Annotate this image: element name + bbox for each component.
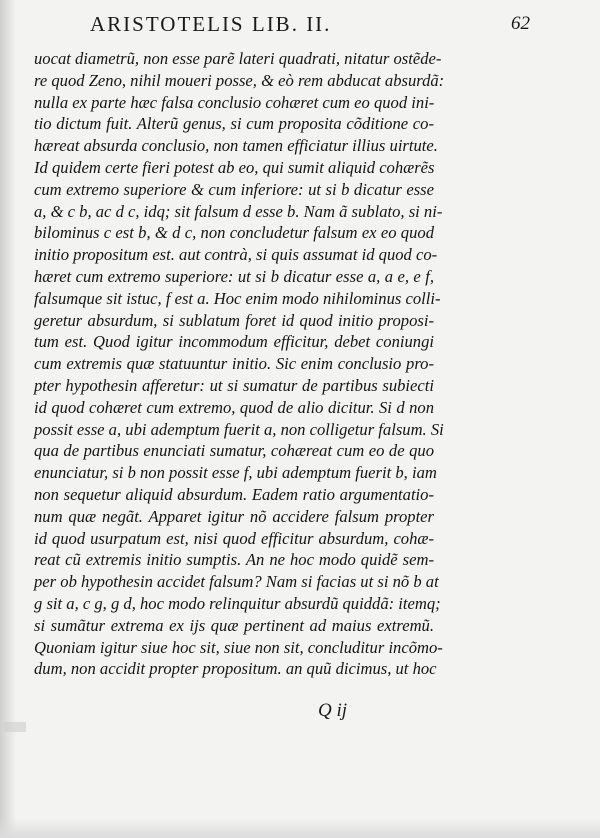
text-line: re quod Zeno, nihil moueri posse, & eò rem abducat absurdã: — [34, 70, 445, 90]
text-line: g sit a, c g, g d, hoc modo relinquitur absurdũ quiddã: itemq; — [34, 593, 441, 613]
signature-mark: Q ij — [318, 700, 348, 721]
text-line: tum est. Quod igitur incommodum efficitur, debet coniungi — [34, 332, 434, 352]
text-line: cum extremo superiore & cum inferiore: ut si b dicatur esse — [34, 179, 434, 199]
text-line: pter hypothesin afferetur: ut si sumatur de partibus subiecti — [34, 375, 434, 395]
text-line: reat cũ extremis initio sumptis. An ne hoc modo quidẽ sem- — [34, 550, 434, 570]
text-line: Quoniam igitur siue hoc sit, siue non sit, concluditur incõmo- — [34, 637, 443, 657]
text-line: possit esse a, ubi ademptum fuerit a, non colligetur falsum. Si — [34, 419, 444, 439]
running-head: ARISTOTELIS LIB. II. — [90, 12, 332, 36]
text-line: si sumãtur extrema ex ijs quæ pertinent ad maius extremũ. — [34, 615, 434, 635]
text-line: dum, non accidit propter propositum. an quũ dicimus, ut hoc — [34, 659, 437, 679]
text-line: id quod cohæret cum extremo, quod de alio dicitur. Si d non — [34, 397, 434, 417]
text-line: qua de partibus enunciati sumatur, cohæreat cum eo de quo — [34, 441, 434, 461]
text-line: nulla ex parte hæc falsa conclusio cohæret cum eo quod ini- — [34, 92, 435, 112]
text-line: uocat diametrũ, non esse parẽ lateri quadrati, nitatur ostẽde- — [34, 49, 442, 68]
text-line: Id quidem certe fieri potest ab eo, qui sumit aliquid cohærẽs — [34, 157, 435, 177]
text-line: geretur absurdum, si sublatum foret id quod initio proposi- — [34, 310, 434, 330]
text-line: non sequetur aliquid absurdum. Eadem ratio argumentatio- — [34, 484, 434, 504]
text-line: cum extremis quæ statuuntur initio. Sic enim conclusio pro- — [34, 354, 434, 374]
text-line: enunciatur, si b non possit esse f, ubi ademptum fuerit b, iam — [34, 463, 437, 483]
margin-stain — [4, 722, 26, 732]
text-line: bilominus c est b, & d c, non concludetur falsum ex eo quod — [34, 223, 434, 243]
text-line: a, & c b, ac d c, idq; sit falsum d esse b. Nam ã sublato, si ni- — [34, 201, 443, 221]
text-line: num quæ negãt. Apparet igitur nõ accidere falsum propter — [34, 506, 434, 526]
text-line: hæreat absurda conclusio, non tamen efficiatur illius uirtute. — [34, 136, 438, 156]
text-line: tio dictum fuit. Alterũ genus, si cum proposita cõditione co- — [34, 114, 434, 134]
body-text — [34, 48, 445, 680]
text-line: hæret cum extremo superiore: ut si b dicatur esse a, a e, e f, — [34, 266, 434, 286]
page-header — [90, 12, 530, 40]
page-number: 62 — [511, 13, 530, 34]
text-line: id quod usurpatum est, nisi quod efficitur absurdum, cohæ- — [34, 528, 434, 548]
text-line: falsumque sit istuc, f est a. Hoc enim modo nihilominus colli- — [34, 288, 441, 308]
text-line: initio propositum est. aut contrà, si quis assumat id quod co- — [34, 245, 438, 265]
text-line: per ob hypothesin accidet falsum? Nam si facias ut si nõ b at — [34, 572, 439, 592]
